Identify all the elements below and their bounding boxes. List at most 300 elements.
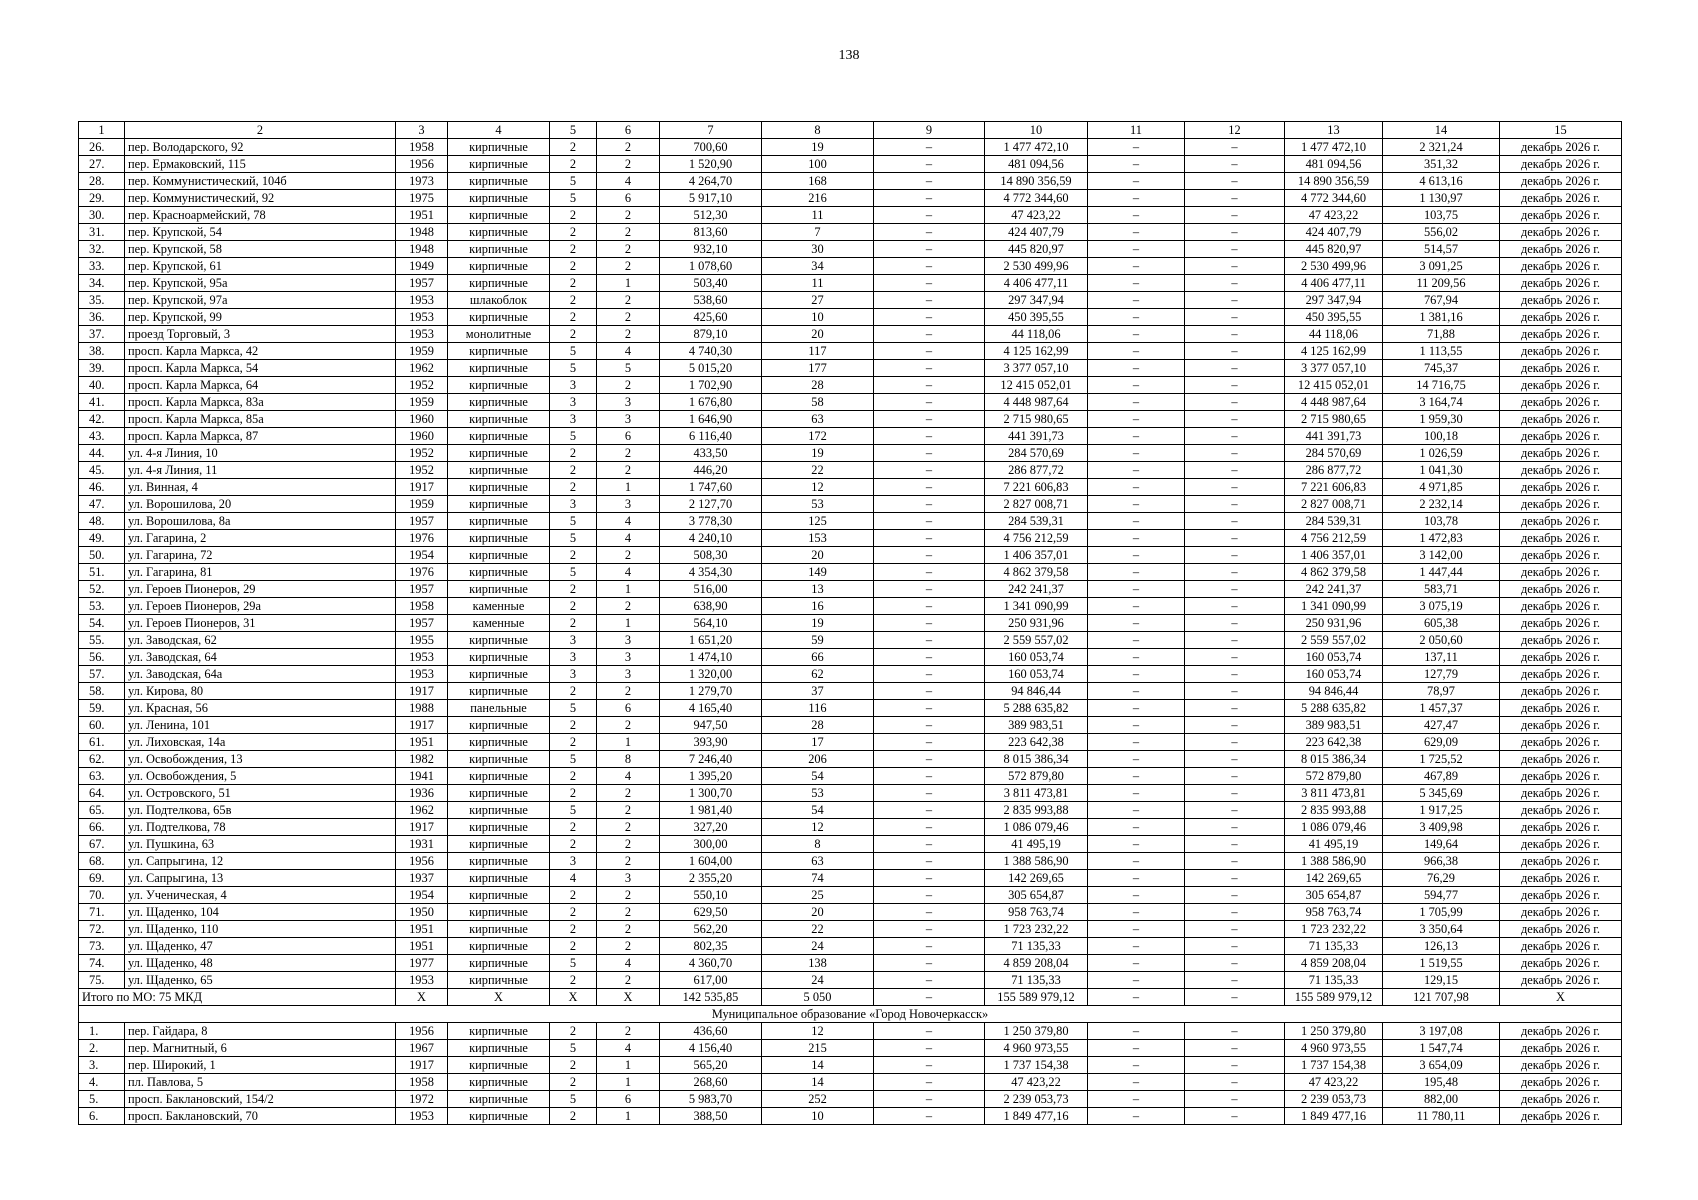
table-cell: 54 [762,802,874,819]
address-cell: ул. Сапрыгина, 13 [125,870,396,887]
table-cell: 28 [762,377,874,394]
table-cell: 2 [597,207,660,224]
table-cell: 512,30 [660,207,762,224]
table-cell: – [874,768,985,785]
total-cell: Х [1500,989,1622,1006]
table-cell: 1 078,60 [660,258,762,275]
table-cell: 149,64 [1383,836,1500,853]
table-cell: 1917 [396,717,448,734]
table-cell: 268,60 [660,1074,762,1091]
table-cell: 1962 [396,802,448,819]
table-cell: – [1088,377,1185,394]
table-cell: – [874,853,985,870]
table-cell: кирпичные [448,649,550,666]
table-cell: – [1088,1057,1185,1074]
table-cell: – [1088,394,1185,411]
table-cell: 4 772 344,60 [985,190,1088,207]
table-cell: 4 [597,530,660,547]
address-cell: пер. Володарского, 92 [125,139,396,156]
table-cell: 1976 [396,530,448,547]
table-cell: – [874,1057,985,1074]
table-cell: 1917 [396,683,448,700]
table-cell: – [874,190,985,207]
row-number-cell: 51. [79,564,125,581]
table-cell: 2 [550,326,597,343]
address-cell: ул. Освобождения, 5 [125,768,396,785]
table-cell: 252 [762,1091,874,1108]
section-title: Муниципальное образование «Город Новочеркасск» [79,1006,1622,1023]
table-cell: – [1185,343,1285,360]
table-cell: 565,20 [660,1057,762,1074]
table-cell: 424 407,79 [985,224,1088,241]
table-cell: декабрь 2026 г. [1500,326,1622,343]
table-cell: кирпичные [448,836,550,853]
table-cell: 1959 [396,343,448,360]
address-cell: ул. Героев Пионеров, 29а [125,598,396,615]
table-cell: 223 642,38 [985,734,1088,751]
table-cell: декабрь 2026 г. [1500,496,1622,513]
table-cell: – [1088,717,1185,734]
table-row [79,972,1622,989]
table-cell: – [1185,462,1285,479]
table-cell: 1957 [396,513,448,530]
address-cell: ул. Щаденко, 65 [125,972,396,989]
table-cell: – [874,479,985,496]
row-number-cell: 34. [79,275,125,292]
table-cell: – [874,275,985,292]
table-cell: 1 917,25 [1383,802,1500,819]
table-cell: кирпичные [448,904,550,921]
table-cell: декабрь 2026 г. [1500,564,1622,581]
address-cell: ул. Героев Пионеров, 31 [125,615,396,632]
table-cell: 932,10 [660,241,762,258]
table-cell: 450 395,55 [1285,309,1383,326]
table-cell: каменные [448,615,550,632]
table-cell: – [1088,768,1185,785]
address-cell: пер. Крупской, 54 [125,224,396,241]
table-cell: кирпичные [448,666,550,683]
table-cell: – [1088,513,1185,530]
table-cell: кирпичные [448,972,550,989]
table-cell: 6 116,40 [660,428,762,445]
table-cell: – [874,649,985,666]
table-cell: – [1088,479,1185,496]
table-cell: декабрь 2026 г. [1500,938,1622,955]
table-cell: 2 [550,258,597,275]
address-cell: ул. Ворошилова, 8а [125,513,396,530]
table-cell: – [1088,496,1185,513]
table-cell: 1959 [396,496,448,513]
table-row [79,955,1622,972]
table-cell: – [1185,428,1285,445]
table-cell: – [874,955,985,972]
row-number-cell: 40. [79,377,125,394]
table-cell: 1931 [396,836,448,853]
table-cell: декабрь 2026 г. [1500,411,1622,428]
table-cell: – [1185,921,1285,938]
table-cell: – [1088,734,1185,751]
table-cell: кирпичные [448,241,550,258]
table-cell: 5 983,70 [660,1091,762,1108]
table-row [79,717,1622,734]
table-cell: 617,00 [660,972,762,989]
row-number-cell: 27. [79,156,125,173]
table-cell: декабрь 2026 г. [1500,1040,1622,1057]
table-cell: 5 [550,530,597,547]
table-cell: 59 [762,632,874,649]
table-cell: декабрь 2026 г. [1500,1057,1622,1074]
table-cell: 41 495,19 [985,836,1088,853]
table-cell: 2 321,24 [1383,139,1500,156]
table-cell: 149 [762,564,874,581]
table-row [79,530,1622,547]
table-row [79,734,1622,751]
table-cell: декабрь 2026 г. [1500,547,1622,564]
table-cell: декабрь 2026 г. [1500,768,1622,785]
row-number-cell: 32. [79,241,125,258]
table-cell: 4 [597,173,660,190]
table-cell: 1956 [396,156,448,173]
table-cell: – [1088,785,1185,802]
address-cell: ул. Сапрыгина, 12 [125,853,396,870]
address-cell: просп. Карла Маркса, 54 [125,360,396,377]
table-cell: 4 740,30 [660,343,762,360]
table-cell: 16 [762,598,874,615]
table-cell: – [1185,1108,1285,1125]
table-cell: – [1088,1040,1185,1057]
table-cell: – [1088,955,1185,972]
row-number-cell: 56. [79,649,125,666]
table-cell: – [1185,1057,1285,1074]
table-cell: 3 091,25 [1383,258,1500,275]
table-cell: 3 197,08 [1383,1023,1500,1040]
table-cell: 1953 [396,649,448,666]
table-cell: 2 [550,598,597,615]
table-cell: 450 395,55 [985,309,1088,326]
table-cell: – [1088,700,1185,717]
table-cell: 1962 [396,360,448,377]
table-cell: – [1088,581,1185,598]
table-cell: 297 347,94 [1285,292,1383,309]
table-cell: 4 613,16 [1383,173,1500,190]
table-cell: кирпичные [448,394,550,411]
table-cell: – [874,1108,985,1125]
table-cell: декабрь 2026 г. [1500,1091,1622,1108]
column-number-cell: 1 [79,122,125,139]
table-row [79,904,1622,921]
table-cell: декабрь 2026 г. [1500,853,1622,870]
table-cell: 1953 [396,326,448,343]
row-number-cell: 72. [79,921,125,938]
table-cell: 47 423,22 [985,207,1088,224]
table-cell: 3 [550,411,597,428]
table-cell: 4 [597,513,660,530]
table-cell: – [1088,1074,1185,1091]
table-cell: 215 [762,1040,874,1057]
table-cell: кирпичные [448,139,550,156]
total-cell: – [1088,989,1185,1006]
address-cell: просп. Карла Маркса, 64 [125,377,396,394]
table-cell: 813,60 [660,224,762,241]
table-cell: 168 [762,173,874,190]
table-cell: 172 [762,428,874,445]
table-row [79,479,1622,496]
table-cell: 76,29 [1383,870,1500,887]
table-cell: – [1088,309,1185,326]
table-cell: 41 495,19 [1285,836,1383,853]
row-number-cell: 61. [79,734,125,751]
table-cell: 5 [550,513,597,530]
table-cell: кирпичные [448,887,550,904]
table-cell: – [874,428,985,445]
table-cell: 2 [597,921,660,938]
table-cell: – [1088,615,1185,632]
table-cell: кирпичные [448,1074,550,1091]
row-number-cell: 75. [79,972,125,989]
table-cell: – [874,343,985,360]
table-cell: – [1185,479,1285,496]
table-cell: кирпичные [448,768,550,785]
table-cell: – [874,802,985,819]
table-cell: 2 [550,972,597,989]
address-cell: ул. Кирова, 80 [125,683,396,700]
table-cell: – [874,887,985,904]
table-cell: 58 [762,394,874,411]
table-cell: 4 859 208,04 [985,955,1088,972]
table-cell: 116 [762,700,874,717]
table-cell: 3 164,74 [1383,394,1500,411]
table-row [79,428,1622,445]
table-cell: кирпичные [448,870,550,887]
table-cell: – [1185,853,1285,870]
row-number-cell: 43. [79,428,125,445]
table-cell: 1951 [396,938,448,955]
table-cell: кирпичные [448,275,550,292]
table-cell: 4 125 162,99 [985,343,1088,360]
table-cell: 14 716,75 [1383,377,1500,394]
table-cell: 138 [762,955,874,972]
table-cell: декабрь 2026 г. [1500,224,1622,241]
address-cell: ул. Красная, 56 [125,700,396,717]
table-row [79,802,1622,819]
table-cell: 1 341 090,99 [1285,598,1383,615]
table-cell: 78,97 [1383,683,1500,700]
table-cell: 53 [762,496,874,513]
table-cell: кирпичные [448,462,550,479]
table-cell: 20 [762,326,874,343]
table-cell: 425,60 [660,309,762,326]
table-cell: 2 [597,462,660,479]
table-cell: 305 654,87 [985,887,1088,904]
table-cell: 2 [550,785,597,802]
table-cell: – [1088,836,1185,853]
table-cell: 433,50 [660,445,762,462]
table-cell: 4 156,40 [660,1040,762,1057]
table-cell: 1 388 586,90 [985,853,1088,870]
table-cell: – [874,513,985,530]
address-cell: пер. Крупской, 58 [125,241,396,258]
table-cell: 947,50 [660,717,762,734]
table-cell: 10 [762,309,874,326]
table-cell: декабрь 2026 г. [1500,445,1622,462]
table-cell: 2 [597,785,660,802]
table-cell: 24 [762,938,874,955]
table-row [79,547,1622,564]
table-cell: кирпичные [448,1091,550,1108]
table-cell: – [874,139,985,156]
table-cell: 53 [762,785,874,802]
table-cell: 2 [550,734,597,751]
table-cell: – [874,411,985,428]
address-cell: ул. Заводская, 64 [125,649,396,666]
row-number-cell: 54. [79,615,125,632]
table-cell: 2 [597,802,660,819]
total-cell: 121 707,98 [1383,989,1500,1006]
table-cell: 1957 [396,615,448,632]
table-cell: 966,38 [1383,853,1500,870]
table-cell: 2 [597,156,660,173]
table-cell: 2 239 053,73 [985,1091,1088,1108]
row-number-cell: 71. [79,904,125,921]
table-cell: 94 846,44 [985,683,1088,700]
table-cell: 1957 [396,275,448,292]
row-number-cell: 48. [79,513,125,530]
table-cell: 216 [762,190,874,207]
table-cell: 1950 [396,904,448,921]
table-cell: 5 288 635,82 [1285,700,1383,717]
table-cell: 3 654,09 [1383,1057,1500,1074]
table-cell: – [1185,768,1285,785]
column-number-cell: 7 [660,122,762,139]
table-cell: 12 415 052,01 [1285,377,1383,394]
table-cell: 2 [550,207,597,224]
table-cell: кирпичные [448,734,550,751]
table-cell: – [1088,428,1185,445]
table-cell: 2 [550,139,597,156]
column-number-cell: 3 [396,122,448,139]
table-cell: 5 345,69 [1383,785,1500,802]
table-cell: 2 [550,292,597,309]
table-cell: 3 811 473,81 [985,785,1088,802]
table-cell: 2 [597,309,660,326]
table-cell: – [1185,445,1285,462]
table-cell: – [1185,530,1285,547]
table-cell: 1954 [396,547,448,564]
table-cell: 351,32 [1383,156,1500,173]
table-cell: 2 530 499,96 [1285,258,1383,275]
table-cell: – [1088,156,1185,173]
table-cell: кирпичные [448,581,550,598]
table-cell: 1951 [396,921,448,938]
table-cell: 389 983,51 [1285,717,1383,734]
row-number-cell: 47. [79,496,125,513]
table-cell: 2 [550,1023,597,1040]
table-row [79,411,1622,428]
table-cell: – [1185,173,1285,190]
table-cell: – [1185,326,1285,343]
table-cell: 2 [597,547,660,564]
table-cell: 1 086 079,46 [985,819,1088,836]
table-cell: панельные [448,700,550,717]
table-cell: 1951 [396,207,448,224]
column-number-cell: 12 [1185,122,1285,139]
address-cell: просп. Баклановский, 70 [125,1108,396,1125]
column-number-cell: 4 [448,122,550,139]
table-cell: кирпичные [448,1023,550,1040]
table-cell: 1953 [396,666,448,683]
table-cell: 4 [597,1040,660,1057]
table-cell: – [874,921,985,938]
table-cell: 4 756 212,59 [1285,530,1383,547]
table-cell: 2 232,14 [1383,496,1500,513]
table-cell: 2 530 499,96 [985,258,1088,275]
table-cell: 28 [762,717,874,734]
table-cell: – [874,377,985,394]
row-number-cell: 45. [79,462,125,479]
table-cell: 160 053,74 [1285,649,1383,666]
table-cell: 160 053,74 [1285,666,1383,683]
row-number-cell: 39. [79,360,125,377]
table-cell: 1 477 472,10 [1285,139,1383,156]
table-cell: 327,20 [660,819,762,836]
table-cell: – [1088,343,1185,360]
table-cell: – [874,496,985,513]
table-cell: – [874,547,985,564]
table-cell: 12 [762,1023,874,1040]
table-cell: 1 676,80 [660,394,762,411]
table-cell: 1 737 154,38 [985,1057,1088,1074]
total-cell: Х [448,989,550,1006]
table-cell: – [1088,819,1185,836]
table-cell: 1 320,00 [660,666,762,683]
table-row [79,496,1622,513]
table-cell: 1982 [396,751,448,768]
table-cell: 3 [550,666,597,683]
table-cell: – [874,819,985,836]
table-cell: – [1185,224,1285,241]
table-cell: 3 [597,632,660,649]
table-cell: – [874,309,985,326]
table-cell: – [874,938,985,955]
row-number-cell: 46. [79,479,125,496]
address-cell: ул. Щаденко, 48 [125,955,396,972]
table-cell: 4 354,30 [660,564,762,581]
table-cell: – [1088,326,1185,343]
table-cell: 4 [597,564,660,581]
table-cell: 1 474,10 [660,649,762,666]
table-cell: 2 [550,445,597,462]
table-cell: кирпичные [448,1057,550,1074]
table-cell: 12 [762,819,874,836]
table-cell: 1988 [396,700,448,717]
table-cell: декабрь 2026 г. [1500,292,1622,309]
table-cell: 1 723 232,22 [1285,921,1383,938]
table-cell: – [874,564,985,581]
table-cell: декабрь 2026 г. [1500,156,1622,173]
table-cell: 446,20 [660,462,762,479]
table-cell: кирпичные [448,258,550,275]
table-cell: – [874,445,985,462]
table-cell: 7 221 606,83 [1285,479,1383,496]
table-cell: 4 240,10 [660,530,762,547]
table-cell: – [874,700,985,717]
table-cell: декабрь 2026 г. [1500,632,1622,649]
table-cell: – [874,632,985,649]
table-cell: 1 547,74 [1383,1040,1500,1057]
table-cell: 44 118,06 [1285,326,1383,343]
table-cell: кирпичные [448,411,550,428]
table-cell: 958 763,74 [1285,904,1383,921]
